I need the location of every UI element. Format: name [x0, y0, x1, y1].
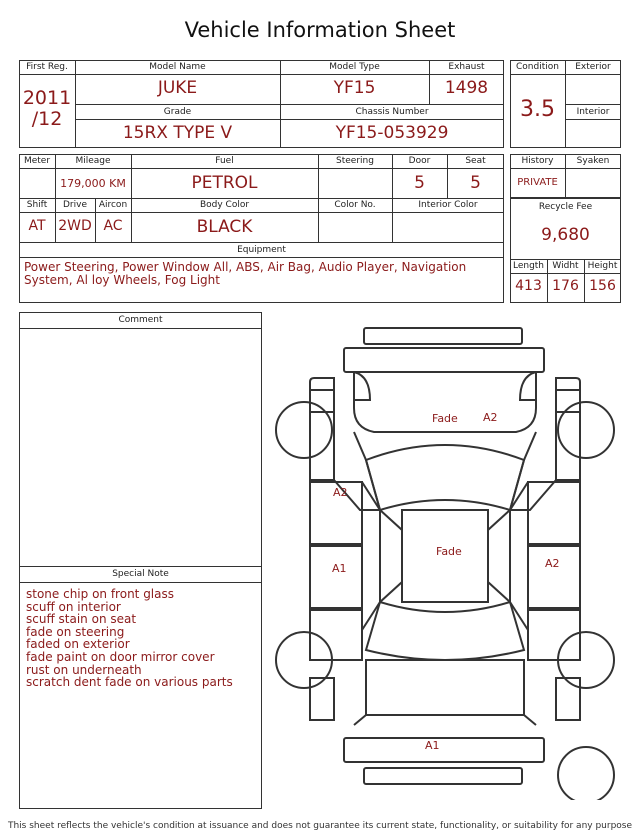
special-note-label: Special Note: [112, 569, 169, 579]
mileage-value: 179,000 KM: [60, 177, 126, 190]
exterior-label: Exterior: [575, 62, 611, 72]
condition-label: Condition: [516, 62, 559, 72]
damage-roof: Fade: [436, 545, 462, 558]
model-type-label: Model Type: [329, 62, 380, 72]
damage-left-rear-door: A1: [332, 562, 347, 575]
trunk-edges: [354, 715, 536, 725]
damage-left-front-door: A2: [333, 486, 348, 499]
special-note-item: faded on exterior: [26, 637, 130, 652]
special-note-item: rust on underneath: [26, 662, 142, 677]
damage-hood-a2: A2: [483, 411, 498, 424]
seat-label: Seat: [465, 156, 486, 166]
width-value: 176: [552, 278, 579, 294]
chassis-label: Chassis Number: [355, 107, 429, 117]
height-label: Height: [587, 261, 618, 271]
front-bumper-top: [364, 328, 522, 344]
mileage-label: Mileage: [75, 156, 111, 166]
damage-right-door: A2: [545, 557, 560, 570]
door-label: Door: [408, 156, 431, 166]
equipment-label: Equipment: [237, 245, 286, 255]
body-color-value: BLACK: [196, 217, 253, 237]
history-label: History: [521, 156, 554, 166]
right-roof-side: [488, 510, 510, 602]
first-reg-month: /12: [31, 108, 63, 130]
seat-value: 5: [470, 173, 481, 193]
first-reg-year: 2011: [22, 87, 72, 109]
meter-label: Meter: [23, 156, 51, 166]
spare-tire: [558, 747, 614, 800]
damage-rear-bumper: A1: [425, 739, 440, 752]
windshield: [366, 445, 524, 510]
drive-value: 2WD: [58, 218, 92, 234]
right-rear-door: [528, 546, 580, 608]
length-value: 413: [515, 278, 542, 294]
special-note-item: fade on steering: [26, 624, 125, 639]
grade-value: 15RX TYPE V: [122, 123, 233, 143]
exhaust-label: Exhaust: [448, 62, 485, 72]
left-roof-side: [380, 510, 402, 602]
special-note-list: [26, 588, 258, 689]
model-name-label: Model Name: [149, 62, 206, 72]
comment-label: Comment: [118, 315, 163, 325]
color-no-label: Color No.: [334, 200, 376, 210]
fuel-label: Fuel: [215, 156, 234, 166]
right-front-door: [528, 482, 580, 544]
trunk: [366, 660, 524, 715]
chassis-value: YF15-053929: [335, 123, 449, 143]
interior-color-label: Interior Color: [418, 200, 478, 210]
grade-label: Grade: [163, 107, 192, 117]
damage-hood-fade: Fade: [432, 412, 458, 425]
syaken-label: Syaken: [576, 156, 610, 166]
fuel-value: PETROL: [191, 173, 258, 193]
car-damage-diagram: [270, 320, 620, 800]
special-note-item: fade paint on door mirror cover: [26, 649, 215, 664]
exhaust-value: 1498: [444, 78, 489, 98]
special-note-item: scratch dent fade on various parts: [26, 675, 233, 690]
model-name-value: JUKE: [157, 78, 198, 98]
interior-label: Interior: [576, 107, 610, 117]
disclaimer-footer: This sheet reflects the vehicle's condition at issuance and does not guarantee its current state, functionality, or suitability for any purpose: [7, 821, 633, 831]
comment-panel: [19, 312, 262, 809]
shift-label: Shift: [26, 200, 48, 210]
model-type-value: YF15: [333, 78, 376, 98]
rear-glass: [366, 602, 524, 660]
aircon-label: Aircon: [98, 200, 128, 210]
page-title: Vehicle Information Sheet: [184, 18, 456, 42]
door-value: 5: [414, 173, 425, 193]
right-front-wheel: [558, 402, 614, 458]
rear-bumper-bottom: [364, 768, 522, 784]
left-front-corner: [310, 378, 334, 412]
front-bumper: [344, 348, 544, 372]
right-headlight: [520, 372, 536, 400]
body-color-label: Body Color: [199, 200, 250, 210]
left-headlight: [354, 372, 370, 400]
aircon-value: AC: [103, 218, 123, 234]
recycle-fee-label: Recycle Fee: [538, 202, 593, 212]
history-value: PRIVATE: [517, 177, 558, 188]
drive-label: Drive: [63, 200, 87, 210]
right-front-corner: [556, 378, 580, 412]
rear-bumper: [344, 738, 544, 762]
left-rear-door: [310, 546, 362, 608]
first-reg-label: First Reg.: [26, 62, 68, 72]
width-label: Widht: [552, 261, 579, 271]
right-rear-fender-strip: [556, 678, 580, 720]
height-value: 156: [589, 278, 616, 294]
left-rear-fender-strip: [310, 678, 334, 720]
equipment-value: Power Steering, Power Window All, ABS, Air Bag, Audio Player, Navigation System, Al loy Wheels, Fog Light: [24, 260, 467, 287]
recycle-fee-value: 9,680: [541, 225, 590, 245]
special-note-item: scuff on interior: [26, 599, 121, 614]
special-note-item: stone chip on front glass: [26, 587, 175, 601]
left-front-wheel: [276, 402, 332, 458]
shift-value: AT: [28, 218, 46, 234]
steering-label: Steering: [336, 156, 374, 166]
special-note-item: scuff stain on seat: [26, 612, 137, 627]
condition-value: 3.5: [520, 97, 555, 122]
length-label: Length: [512, 261, 545, 271]
